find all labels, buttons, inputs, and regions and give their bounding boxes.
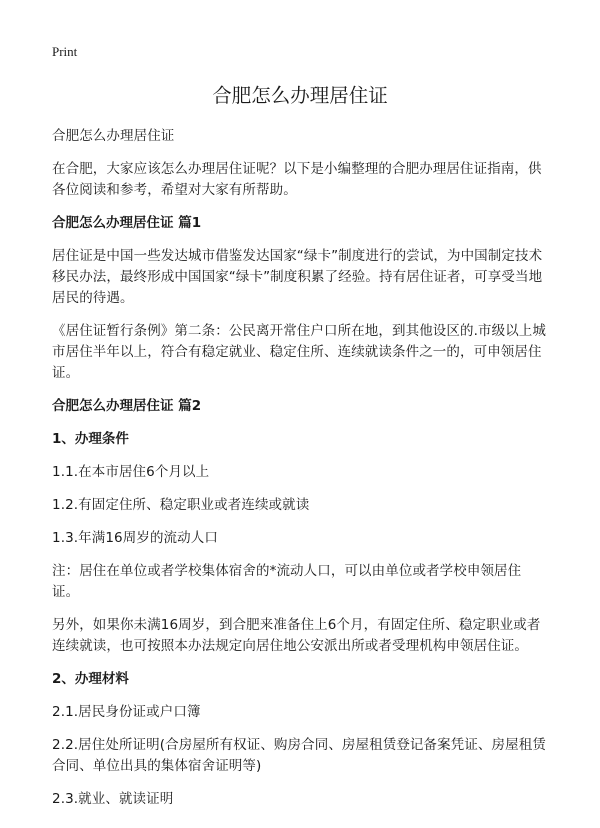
condition-item-2: 1.2.有固定住所、稳定职业或者连续或就读: [52, 497, 310, 513]
materials-heading: 2、办理材料: [52, 671, 129, 687]
document-title: 合肥怎么办理居住证: [212, 84, 388, 107]
condition-item-1: 1.1.在本市居住6个月以上: [52, 464, 210, 480]
extra-paragraph: 另外，如果你未满16周岁，到合肥来准备住上6个月，有固定住所、稳定职业或者连续就读，也可按照本办法规定向居住地公安派出所或者受理机构申领居住证。: [52, 617, 541, 654]
note-paragraph: 注：居住在单位或者学校集体宿舍的*流动人口，可以由单位或者学校申领居住证。: [52, 563, 522, 600]
material-item-3: 2.3.就业、就读证明: [52, 791, 174, 807]
condition-item-3: 1.3.年满16周岁的流动人口: [52, 530, 218, 546]
conditions-heading: 1、办理条件: [52, 431, 129, 447]
intro-paragraph: 在合肥，大家应该怎么办理居住证呢？以下是小编整理的合肥办理居住证指南，供各位阅读和参考，希望对大家有所帮助。: [52, 161, 542, 198]
section-heading-1: 合肥怎么办理居住证 篇1: [52, 215, 202, 231]
material-item-2: 2.2.居住处所证明(合房屋所有权证、购房合同、房屋租赁登记备案凭证、房屋租赁合同、单位出具的集体宿舍证明等): [52, 737, 546, 774]
material-item-1: 2.1.居民身份证或户口簿: [52, 704, 201, 720]
subtitle: 合肥怎么办理居住证: [52, 128, 175, 144]
section1-paragraph-2: 《居住证暂行条例》第二条：公民离开常住户口所在地，到其他设区的.市级以上城市居住半年以上，符合有稳定就业、稳定住所、连续就读条件之一的，可申领居住证。: [52, 323, 546, 381]
section-heading-2: 合肥怎么办理居住证 篇2: [52, 398, 202, 414]
section1-paragraph-1: 居住证是中国一些发达城市借鉴发达国家“绿卡”制度进行的尝试，为中国制定技术移民办法，最终形成中国国家“绿卡”制度积累了经验。持有居住证者，可享受当地居民的待遇。: [52, 248, 543, 306]
print-label: Print: [52, 44, 78, 59]
